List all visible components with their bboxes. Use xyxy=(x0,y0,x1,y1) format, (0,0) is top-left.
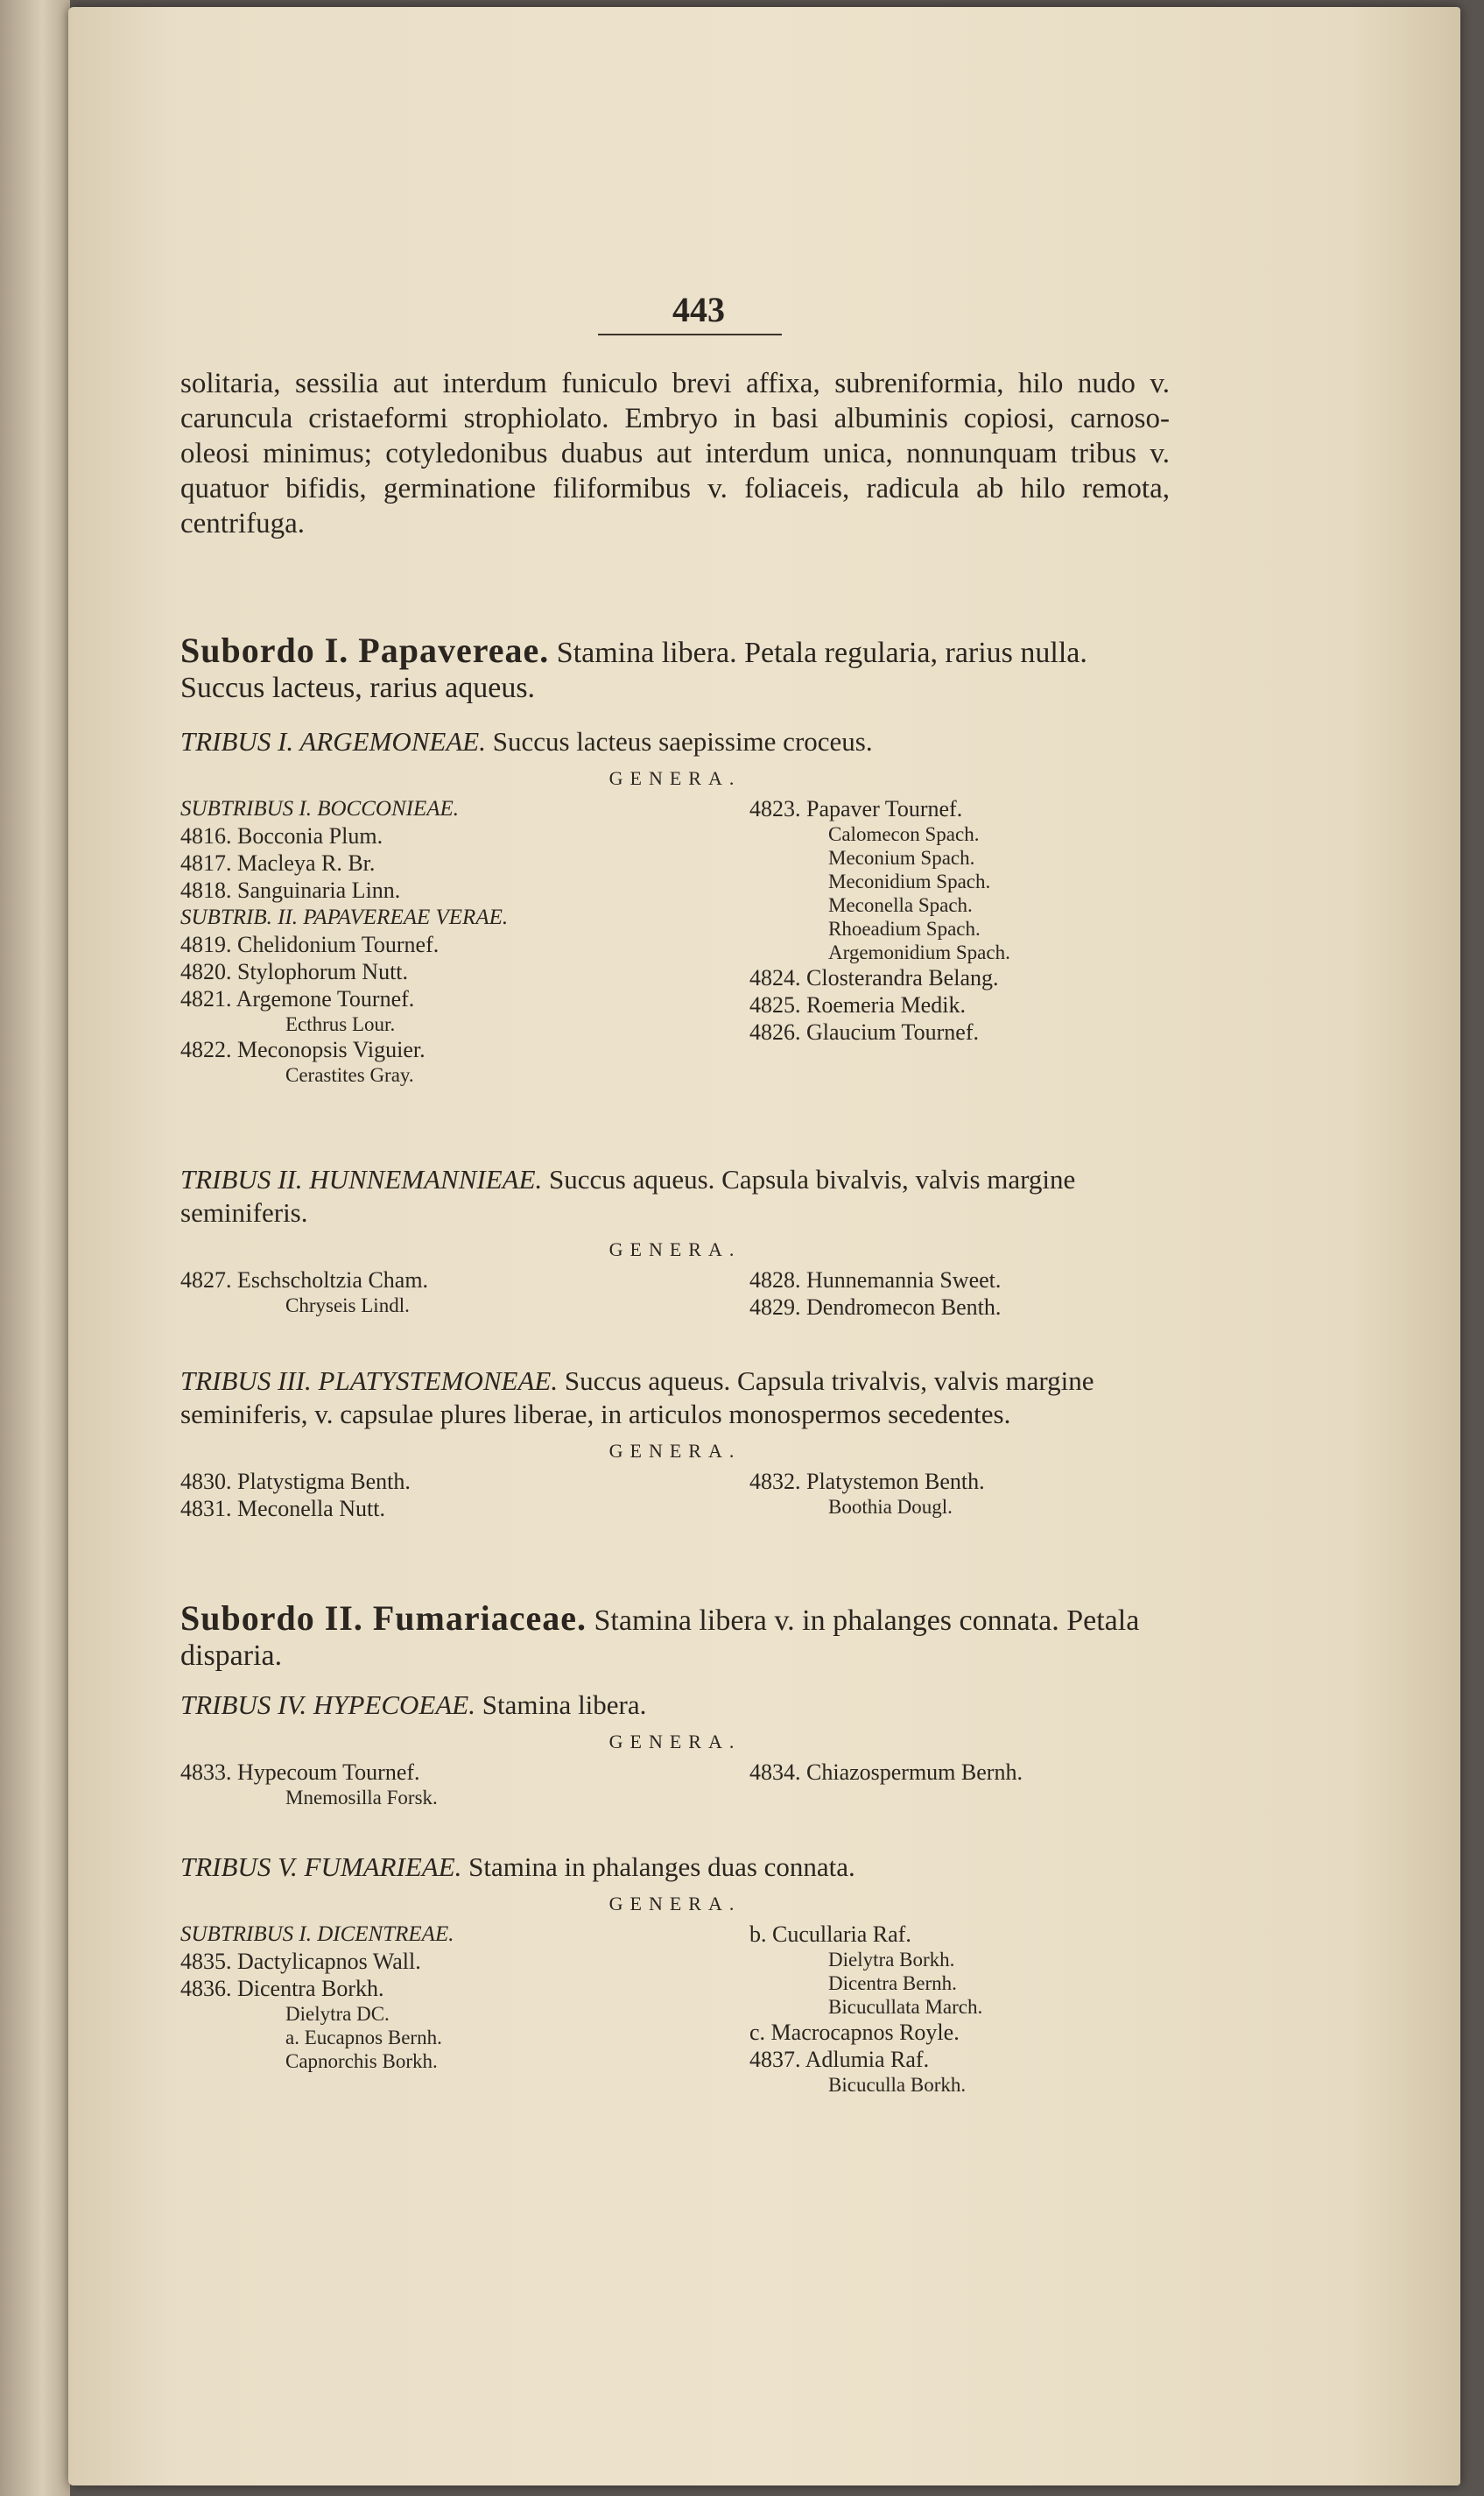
tribus-1-right-column xyxy=(749,795,1170,1087)
synonym-entry: a. Eucapnos Bernh. xyxy=(285,2027,442,2048)
subordo-2 xyxy=(180,1598,1170,1674)
tribus-5 xyxy=(180,1851,1170,2097)
genus-entry: 4821. Argemone Tournef. xyxy=(180,986,415,1012)
genus-entry: 4824. Closterandra Belang. xyxy=(749,965,999,991)
synonym-entry: Chryseis Lindl. xyxy=(285,1294,410,1316)
genera-label: GENERA. xyxy=(608,767,742,789)
genus-entry: 4818. Sanguinaria Linn. xyxy=(180,878,401,903)
tribus-4-left-column xyxy=(180,1759,653,1809)
genus-entry: 4822. Meconopsis Viguier. xyxy=(180,1037,426,1062)
tribus-2-title: TRIBUS II. HUNNEMANNIEAE. xyxy=(180,1164,543,1195)
genus-entry: 4823. Papaver Tournef. xyxy=(749,796,963,821)
header-rule xyxy=(598,334,782,335)
tribus-4-right-column xyxy=(749,1759,1170,1809)
genus-entry: 4817. Macleya R. Br. xyxy=(180,850,376,876)
genus-entry: b. Cucullaria Raf. xyxy=(749,1921,911,1947)
tribus-5-right-column xyxy=(749,1921,1170,2097)
synonym-entry: Meconella Spach. xyxy=(828,894,973,916)
tribus-3-desc: Succus aqueus. Capsula trivalvis, valvis margine seminiferis, v. capsulae plures liberae, in articulos monospermos secedentes. xyxy=(180,1365,1094,1429)
subordo-2-desc: Stamina libera v. in phalanges connata. Petala disparia. xyxy=(180,1604,1140,1672)
subordo-1 xyxy=(180,633,1170,706)
genus-entry: 4837. Adlumia Raf. xyxy=(749,2047,930,2072)
genus-entry: 4834. Chiazospermum Bernh. xyxy=(749,1759,1023,1785)
tribus-4 xyxy=(180,1689,1170,1809)
tribus-1-desc: Succus lacteus saepissime croceus. xyxy=(492,726,873,757)
tribus-4-desc: Stamina libera. xyxy=(482,1689,647,1720)
genera-label: GENERA. xyxy=(608,1238,742,1260)
genus-entry: 4831. Meconella Nutt. xyxy=(180,1496,385,1521)
tribus-2-desc: Succus aqueus. Capsula bivalvis, valvis margine seminiferis. xyxy=(180,1164,1076,1228)
genera-label: GENERA. xyxy=(608,1731,742,1752)
synonym-entry: Bicuculla Borkh. xyxy=(828,2074,967,2096)
book-page xyxy=(68,7,1460,2485)
tribus-4-title: TRIBUS IV. HYPECOEAE. xyxy=(180,1689,475,1720)
tribus-1-title: TRIBUS I. ARGEMONEAE. xyxy=(180,726,486,757)
genus-entry: c. Macrocapnos Royle. xyxy=(749,2020,960,2045)
genus-entry: 4830. Platystigma Benth. xyxy=(180,1469,411,1494)
synonym-entry: Meconium Spach. xyxy=(828,847,975,869)
subtribe-heading: SUBTRIBUS I. BOCCONIEAE. xyxy=(180,797,460,821)
synonym-entry: Dielytra DC. xyxy=(285,2003,390,2025)
synonym-entry: Argemonidium Spach. xyxy=(828,941,1010,963)
tribus-3 xyxy=(180,1364,1170,1522)
tribus-2-left-column xyxy=(180,1266,653,1321)
genus-entry: 4833. Hypecoum Tournef. xyxy=(180,1759,420,1785)
synonym-entry: Calomecon Spach. xyxy=(828,823,980,845)
genus-entry: 4836. Dicentra Borkh. xyxy=(180,1976,384,2001)
genera-label: GENERA. xyxy=(608,1893,742,1914)
tribus-3-right-column xyxy=(749,1468,1170,1522)
genus-entry: 4832. Platystemon Benth. xyxy=(749,1469,985,1494)
synonym-entry: Rhoeadium Spach. xyxy=(828,918,981,940)
tribus-2-right-column xyxy=(749,1266,1170,1321)
genus-entry: 4816. Bocconia Plum. xyxy=(180,823,383,849)
page-number: 443 xyxy=(672,290,725,329)
synonym-entry: Mnemosilla Forsk. xyxy=(285,1787,438,1809)
genera-label: GENERA. xyxy=(608,1440,742,1462)
tribus-5-title: TRIBUS V. FUMARIEAE. xyxy=(180,1851,462,1882)
genus-entry: 4819. Chelidonium Tournef. xyxy=(180,932,440,957)
facing-page-edge xyxy=(0,0,70,2496)
synonym-entry: Capnorchis Borkh. xyxy=(285,2050,438,2072)
subordo-2-title: Subordo II. Fumariaceae. xyxy=(180,1598,587,1638)
genus-entry: 4825. Roemeria Medik. xyxy=(749,992,966,1018)
tribus-3-left-column xyxy=(180,1468,653,1522)
synonym-entry: Meconidium Spach. xyxy=(828,871,991,892)
subordo-1-title: Subordo I. Papavereae. xyxy=(180,631,550,670)
genus-entry: 4820. Stylophorum Nutt. xyxy=(180,959,409,984)
synonym-entry: Bicucullata March. xyxy=(828,1996,983,2018)
synonym-entry: Boothia Dougl. xyxy=(828,1496,953,1518)
subtribe-heading: SUBTRIB. II. PAPAVEREAE VERAE. xyxy=(180,906,509,929)
genus-entry: 4829. Dendromecon Benth. xyxy=(749,1294,1002,1320)
subordo-1-desc: Stamina libera. Petala regularia, rarius nulla. Succus lacteus, rarius aqueus. xyxy=(180,637,1087,704)
genus-entry: 4835. Dactylicapnos Wall. xyxy=(180,1949,421,1974)
tribus-1 xyxy=(180,725,1170,1087)
tribus-2 xyxy=(180,1163,1170,1321)
tribus-1-left-column xyxy=(180,795,653,1087)
synonym-entry: Cerastites Gray. xyxy=(285,1064,414,1086)
intro-paragraph: solitaria, sessilia aut interdum funiculo brevi affixa, subreniformia, hilo nudo v. caruncula cristaeformi strophiolato. Embryo in basi albuminis copiosi, carnoso-oleosi minimus; cotyledonibus duabus aut interdum unica, nonnunquam tribus v. quatuor bifidis, germinatione filiformibus v. foliaceis, radicula ab hilo remota, centrifuga. xyxy=(180,368,1170,539)
subtribe-heading: SUBTRIBUS I. DICENTREAE. xyxy=(180,1922,454,1946)
synonym-entry: Dielytra Borkh. xyxy=(828,1949,955,1971)
synonym-entry: Dicentra Bernh. xyxy=(828,1972,957,1994)
genus-entry: 4826. Glaucium Tournef. xyxy=(749,1019,979,1045)
genus-entry: 4828. Hunnemannia Sweet. xyxy=(749,1267,1002,1293)
tribus-3-title: TRIBUS III. PLATYSTEMONEAE. xyxy=(180,1365,559,1396)
tribus-5-left-column xyxy=(180,1921,653,2097)
tribus-5-desc: Stamina in phalanges duas connata. xyxy=(468,1851,855,1882)
synonym-entry: Ecthrus Lour. xyxy=(285,1013,396,1035)
genus-entry: 4827. Eschscholtzia Cham. xyxy=(180,1267,429,1293)
